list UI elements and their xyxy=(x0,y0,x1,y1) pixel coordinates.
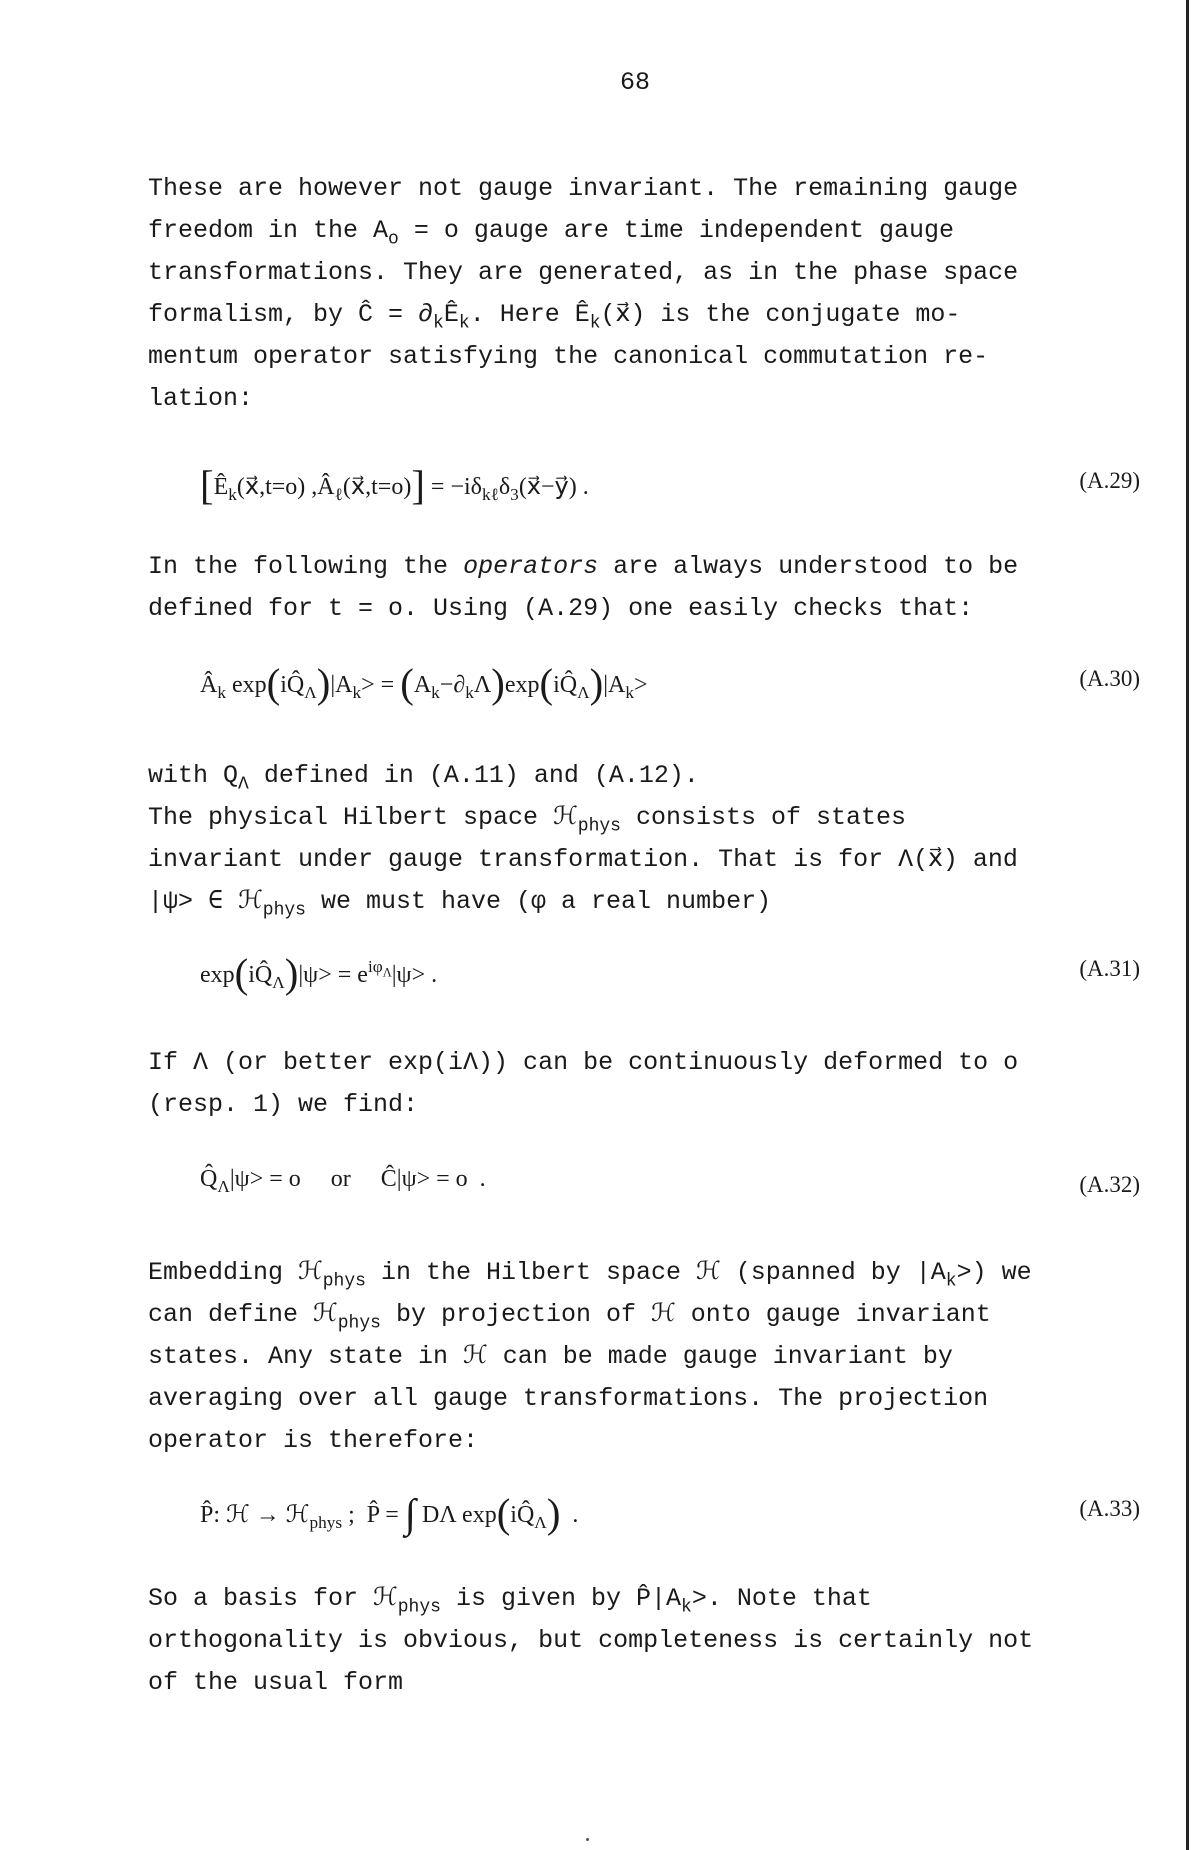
text-line: with $Q_\Lambda$ defined in (A.11) and (A.12). xyxy=(148,761,699,795)
text-line: invariant under gauge transformation. That is for Λ(x⃗) and xyxy=(148,845,1018,874)
equation-label: (A.33) xyxy=(1079,1496,1140,1521)
text-line: If Λ (or better exp(iΛ)) can be continuously deformed to o xyxy=(148,1048,1019,1077)
paragraph-6 xyxy=(148,1578,1128,1704)
text-line: transformations. They are generated, as in the phase space xyxy=(148,258,1019,287)
equation-a32 xyxy=(200,1166,1140,1226)
text-line: formalism, by Ĉ = $\partial_kÊ_k$. Here $Ê_k(x⃗)$ is the conjugate mo- xyxy=(148,300,961,334)
text-line: These are however not gauge invariant. The remaining gauge xyxy=(148,174,1019,203)
equation-body: $Q̂_\Lambda|\psi> = o$ or Ĉ|ψ> = o . xyxy=(200,1166,486,1197)
text-line: (resp. 1) we find: xyxy=(148,1090,419,1119)
equation-label: (A.31) xyxy=(1079,956,1140,981)
text-line: defined for t = o. Using (A.29) one easily checks that: xyxy=(148,594,974,623)
text-line: So a basis for ℋ$_{phys}$ is given by $P̂|A_k>$. Note that xyxy=(148,1584,872,1618)
paragraph-2 xyxy=(148,546,1128,630)
paragraph-4 xyxy=(148,1042,1128,1126)
page-edge-line xyxy=(1186,0,1189,1850)
equation-a33 xyxy=(200,1490,1140,1550)
text-line: mentum operator satisfying the canonical commutation re- xyxy=(148,342,989,371)
scan-speck xyxy=(586,1838,589,1841)
text-line: of the usual form xyxy=(148,1668,404,1697)
equation-a30 xyxy=(200,660,1140,720)
text-line: Embedding ℋ$_{phys}$ in the Hilbert space ℋ (spanned by $|A_k>$) we xyxy=(148,1258,1032,1292)
equation-label: (A.32) xyxy=(1079,1172,1140,1197)
equation-label: (A.30) xyxy=(1079,666,1140,691)
paragraph-1 xyxy=(148,168,1128,420)
paragraph-3 xyxy=(148,755,1128,923)
page-number: 68 xyxy=(620,68,651,97)
text-line: In the following the operators are always understood to be xyxy=(148,552,1019,581)
equation-body: $Â_k$ $\exp(iQ̂_\Lambda)|A_k>$ = $(A_k-\partial_k\Lambda)\exp(iQ̂_\Lambda)|A_k>$ xyxy=(200,661,648,706)
equation-body: P̂: ℋ → ℋ$_{phys}$ ; P̂ = ∫ DΛ $\exp(iQ̂_\Lambda)$ . xyxy=(200,1491,579,1536)
paragraph-5 xyxy=(148,1252,1128,1462)
text-line: freedom in the $A_o = o$ gauge are time independent gauge xyxy=(148,216,954,250)
text-line: averaging over all gauge transformations. The projection xyxy=(148,1384,989,1413)
text-line: The physical Hilbert space ℋ$_{phys}$ consists of states xyxy=(148,803,907,837)
text-line: operator is therefore: xyxy=(148,1426,479,1455)
equation-body: [$Ê_k(x⃗,t=o)$ $,Â_\ell(x⃗,t=o)$] = $-i\delta_{k\ell}\delta_3(x⃗-y⃗)$ . xyxy=(200,463,589,508)
text-line: |ψ> ∈ ℋ$_{phys}$ we must have (φ a real number) xyxy=(148,887,772,921)
text-line: lation: xyxy=(148,384,254,413)
equation-body: $\exp(iQ̂_\Lambda)|\psi> = e^{i\varphi_\Lambda}|\psi>$ . xyxy=(200,951,438,996)
equation-a31 xyxy=(200,950,1140,1010)
equation-a29 xyxy=(200,462,1140,522)
text-line: states. Any state in ℋ can be made gauge invariant by xyxy=(148,1342,953,1371)
text-line: can define ℋ$_{phys}$ by projection of ℋ onto gauge invariant xyxy=(148,1300,991,1334)
text-line: orthogonality is obvious, but completeness is certainly not xyxy=(148,1626,1034,1655)
equation-label: (A.29) xyxy=(1079,468,1140,493)
